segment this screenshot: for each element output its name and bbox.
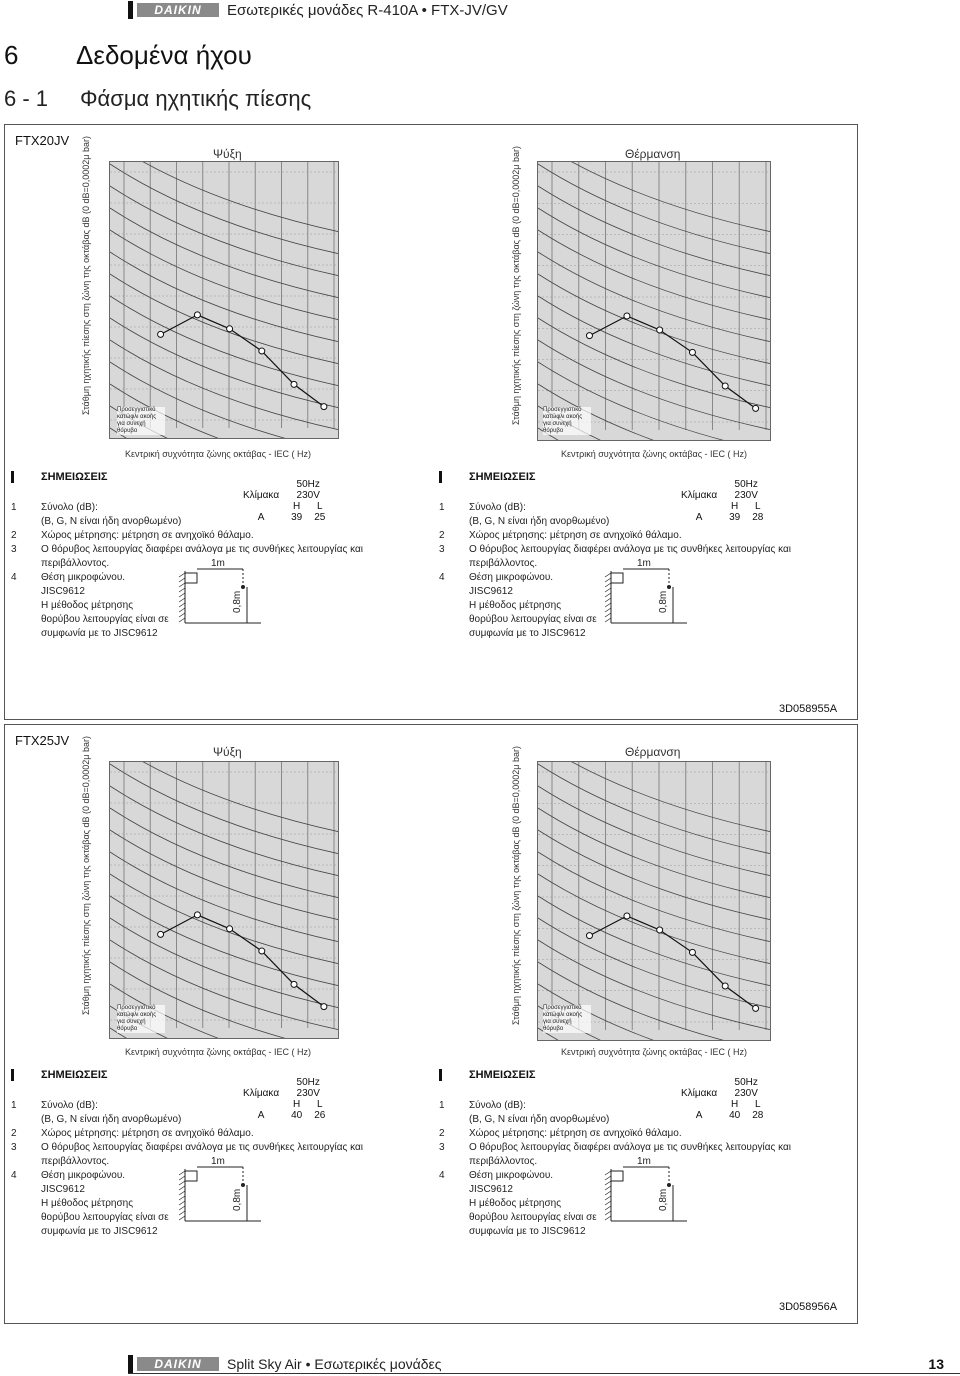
wall-hatch	[179, 1196, 185, 1200]
wall-hatch	[605, 1201, 611, 1205]
value-h: 39	[291, 512, 303, 523]
nc-curve	[538, 186, 771, 276]
measured-point	[753, 1005, 759, 1011]
measured-point	[227, 926, 233, 932]
measured-point	[291, 381, 297, 387]
wall-hatch	[179, 583, 185, 587]
dim-08m: 0,8m	[658, 590, 669, 613]
note-3b: περιβάλλοντος.	[41, 1156, 110, 1167]
page-number: 13	[928, 1356, 944, 1372]
wall-hatch	[605, 588, 611, 592]
wall-hatch	[179, 573, 185, 577]
wall-hatch	[179, 1181, 185, 1185]
wall-hatch	[605, 1181, 611, 1185]
nc-curve	[110, 296, 339, 386]
nc-curve	[538, 162, 771, 232]
drawing-code: 3D058956A	[779, 1301, 838, 1313]
wall-hatch	[605, 618, 611, 622]
scale-label: Κλίμακα	[681, 490, 718, 501]
measured-point	[657, 927, 663, 933]
wall-hatch	[179, 1176, 185, 1180]
model-name: FTX20JV	[15, 133, 70, 148]
note-2: Χώρος μέτρησης: μέτρηση σε ανηχοϊκό θάλαμο.	[41, 530, 254, 541]
freq-label: 50Hz	[734, 479, 758, 490]
page-footer	[128, 1354, 960, 1374]
col-l: L	[755, 501, 761, 512]
nc-curve	[538, 762, 771, 832]
wall-hatch	[605, 1191, 611, 1195]
notes-title: ΣΗΜΕΙΩΣΕΙΣ	[469, 471, 536, 483]
nc-curve	[538, 786, 771, 876]
hearing-threshold-note: Προσεγγιστικό κατώφλι ακοής για συνεχή θόρυβο	[543, 407, 591, 435]
nc-curve	[110, 252, 339, 342]
note-4c: Η μέθοδος μέτρησης	[41, 1198, 134, 1209]
volt-label: 230V	[734, 490, 758, 501]
heating-title: Θέρμανση	[625, 147, 681, 161]
note-3a: Ο θόρυβος λειτουργίας διαφέρει ανάλογα με τις συνθήκες λειτουργίας και	[469, 544, 792, 555]
note-1a: Σύνολο (dB):	[41, 1100, 98, 1111]
nc-curve	[110, 896, 339, 986]
value-l: 25	[314, 512, 326, 523]
value-h: 39	[729, 512, 741, 523]
note-4d: θορύβου λειτουργίας είναι σε	[469, 1212, 597, 1223]
wall-hatch	[605, 1186, 611, 1190]
nc-curve	[538, 274, 771, 364]
note-3a: Ο θόρυβος λειτουργίας διαφέρει ανάλογα με τις συνθήκες λειτουργίας και	[469, 1142, 792, 1153]
wall-hatch	[179, 618, 185, 622]
notes-bar	[11, 1069, 14, 1081]
col-h: H	[731, 1099, 739, 1110]
note-1b: (B, G, N είναι ήδη ανορθωμένο)	[41, 1114, 182, 1125]
model-name: FTX25JV	[15, 733, 70, 748]
nc-curve	[110, 830, 339, 920]
x-axis-label: Κεντρική συχνότητα ζώνης οκτάβας - IEC ( Hz)	[561, 1047, 748, 1057]
wall-hatch	[605, 608, 611, 612]
noise-scale-table	[237, 1077, 331, 1121]
note-1a: Σύνολο (dB):	[469, 502, 526, 513]
note-4b: JISC9612	[469, 586, 513, 597]
scale-label: Κλίμακα	[243, 1088, 280, 1099]
nc-curve	[110, 762, 339, 832]
notes-bar	[439, 1069, 442, 1081]
note-4e: συμφωνία με το JISC9612	[41, 1226, 158, 1237]
note-1b: (B, G, N είναι ήδη ανορθωμένο)	[41, 516, 182, 527]
wall-hatch	[605, 1216, 611, 1220]
dim-1m: 1m	[637, 558, 651, 569]
wall-hatch	[179, 1216, 185, 1220]
nc-curve	[110, 318, 339, 408]
footer-rule	[128, 1373, 960, 1374]
measured-curve	[589, 316, 755, 408]
measured-point	[158, 331, 164, 337]
nc-curve	[538, 208, 771, 298]
wall-hatch	[605, 583, 611, 587]
indoor-unit	[611, 573, 623, 583]
measured-curve	[161, 915, 324, 1007]
col-h: H	[731, 501, 739, 512]
wall-hatch	[605, 578, 611, 582]
nc-curve	[538, 874, 771, 964]
wall-hatch	[179, 578, 185, 582]
footer-bar	[128, 1355, 133, 1373]
note-3a: Ο θόρυβος λειτουργίας διαφέρει ανάλογα με τις συνθήκες λειτουργίας και	[41, 544, 364, 555]
col-l: L	[317, 501, 323, 512]
wall-hatch	[605, 613, 611, 617]
wall-hatch	[605, 573, 611, 577]
nc-curve	[538, 808, 771, 898]
heating-title: Θέρμανση	[625, 745, 681, 759]
nc-curve	[110, 918, 339, 1008]
x-axis-label: Κεντρική συχνότητα ζώνης οκτάβας - IEC ( Hz)	[561, 449, 748, 459]
nc-curve	[538, 830, 771, 920]
y-axis-label: Στάθμη ηχητικής πίεσης στη ζώνη της οκτάβας dB (0 dB=0,0002μ bar)	[511, 146, 521, 425]
notes-heating: ΣΗΜΕΙΩΣΕΙΣ 50Hz Κλίμακα 230V H L A 40 28 1 Σύνολο (dB): (B, G, N είναι ήδη ανορθωμένο) 2 Χώρος μέτρησης: μέτρηση σε ανηχοϊκό θάλαμο. 3 Ο θόρυβος λειτουργίας διαφέρει ανάλογα με τις συνθήκες λειτουργίας και περιβάλλοντος. 4 Θέση μικροφώνου. JISC9612 Η μέθοδος μέτρησης θορύβου λειτουργίας είναι σε συμφωνία με το JISC9612 1m 0,8m	[439, 1069, 792, 1237]
wall-hatch	[605, 1176, 611, 1180]
cooling-title: Ψύξη	[213, 745, 242, 759]
note-1a: Σύνολο (dB):	[41, 502, 98, 513]
wall-hatch	[179, 1206, 185, 1210]
dim-08m: 0,8m	[232, 590, 243, 613]
measured-curve	[161, 315, 324, 407]
cooling-title: Ψύξη	[213, 147, 242, 161]
note-4a: Θέση μικροφώνου.	[469, 1170, 554, 1181]
note-4c: Η μέθοδος μέτρησης	[469, 600, 562, 611]
y-axis-label: Στάθμη ηχητικής πίεσης στη ζώνη της οκτάβας dB (0 dB=0,0002μ bar)	[81, 736, 91, 1015]
measured-point	[227, 326, 233, 332]
value-h: 40	[291, 1110, 303, 1121]
note-4d: θορύβου λειτουργίας είναι σε	[41, 614, 169, 625]
nc-curve	[538, 764, 771, 854]
volt-label: 230V	[296, 1088, 320, 1099]
nc-curves	[538, 162, 771, 441]
value-l: 28	[752, 1110, 764, 1121]
indoor-unit	[185, 1171, 197, 1181]
row-a: A	[257, 1110, 265, 1121]
nc-curves	[110, 762, 339, 1039]
note-1b: (B, G, N είναι ήδη ανορθωμένο)	[469, 516, 610, 527]
nc-curve	[538, 230, 771, 320]
note-4b: JISC9612	[469, 1184, 513, 1195]
note-3a: Ο θόρυβος λειτουργίας διαφέρει ανάλογα με τις συνθήκες λειτουργίας και	[41, 1142, 364, 1153]
wall-hatch	[605, 1206, 611, 1210]
row-a: A	[695, 512, 703, 523]
section-number: 6	[4, 40, 19, 70]
note-1a: Σύνολο (dB):	[469, 1100, 526, 1111]
freq-label: 50Hz	[296, 479, 320, 490]
measured-point	[624, 313, 630, 319]
wall-hatch	[179, 613, 185, 617]
dim-1m: 1m	[211, 558, 225, 569]
header-bar	[128, 1, 133, 19]
measured-point	[259, 948, 265, 954]
subsection-heading	[4, 86, 311, 112]
microphone-position-diagram	[177, 557, 267, 627]
note-4d: θορύβου λειτουργίας είναι σε	[41, 1212, 169, 1223]
dim-1m: 1m	[211, 1156, 225, 1167]
scale-label: Κλίμακα	[243, 490, 280, 501]
note-4b: JISC9612	[41, 586, 85, 597]
spectrum-chart-heating	[537, 761, 771, 1041]
note-3b: περιβάλλοντος.	[469, 558, 538, 569]
measured-point	[194, 912, 200, 918]
nc-curve	[110, 164, 339, 254]
microphone-dot	[241, 1183, 245, 1187]
measured-point	[194, 312, 200, 318]
col-h: H	[293, 1099, 301, 1110]
footer-title: Split Sky Air • Εσωτερικές μονάδες	[227, 1356, 442, 1372]
note-4b: JISC9612	[41, 1184, 85, 1195]
spectrum-chart-cooling	[109, 161, 339, 439]
wall-hatch	[605, 593, 611, 597]
measured-point	[657, 327, 663, 333]
row-a: A	[695, 1110, 703, 1121]
col-l: L	[755, 1099, 761, 1110]
nc-curve	[538, 296, 771, 386]
microphone-dot	[667, 1183, 671, 1187]
nc-curve	[110, 852, 339, 942]
drawing-code: 3D058955A	[779, 703, 838, 715]
notes-title: ΣΗΜΕΙΩΣΕΙΣ	[469, 1069, 536, 1081]
x-axis-label: Κεντρική συχνότητα ζώνης οκτάβας - IEC ( Hz)	[125, 1047, 312, 1057]
measured-point	[586, 933, 592, 939]
measured-point	[158, 931, 164, 937]
note-4e: συμφωνία με το JISC9612	[469, 1226, 586, 1237]
wall-hatch	[179, 1171, 185, 1175]
microphone-dot	[241, 585, 245, 589]
notes-title: ΣΗΜΕΙΩΣΕΙΣ	[41, 1069, 108, 1081]
note-1b: (B, G, N είναι ήδη ανορθωμένο)	[469, 1114, 610, 1125]
indoor-unit	[185, 573, 197, 583]
measured-point	[259, 348, 265, 354]
nc-curve	[110, 162, 339, 232]
wall-hatch	[179, 1186, 185, 1190]
nc-curve	[110, 186, 339, 276]
noise-scale-table	[675, 1077, 769, 1121]
hearing-threshold-note: Προσεγγιστικό κατώφλι ακοής για συνεχή θόρυβο	[117, 407, 165, 435]
note-4c: Η μέθοδος μέτρησης	[41, 600, 134, 611]
microphone-position-diagram	[603, 557, 693, 627]
nc-curve	[538, 896, 771, 986]
note-2: Χώρος μέτρησης: μέτρηση σε ανηχοϊκό θάλαμο.	[469, 530, 682, 541]
volt-label: 230V	[734, 1088, 758, 1099]
freq-label: 50Hz	[734, 1077, 758, 1088]
section-heading	[4, 40, 252, 71]
nc-curve	[110, 274, 339, 364]
microphone-dot	[667, 585, 671, 589]
volt-label: 230V	[296, 490, 320, 501]
wall-hatch	[179, 593, 185, 597]
model-block-2	[4, 724, 858, 1324]
value-l: 26	[314, 1110, 326, 1121]
scale-label: Κλίμακα	[681, 1088, 718, 1099]
note-4c: Η μέθοδος μέτρησης	[469, 1198, 562, 1209]
wall-hatch	[179, 1191, 185, 1195]
measured-point	[753, 405, 759, 411]
nc-curve	[538, 164, 771, 254]
measured-curve	[589, 916, 755, 1008]
measured-point	[321, 1004, 327, 1010]
dim-08m: 0,8m	[232, 1188, 243, 1211]
indoor-unit	[611, 1171, 623, 1181]
notes-bar	[439, 471, 442, 483]
wall-hatch	[179, 598, 185, 602]
row-a: A	[257, 512, 265, 523]
measured-point	[624, 913, 630, 919]
page-header	[128, 0, 508, 20]
value-l: 28	[752, 512, 764, 523]
col-l: L	[317, 1099, 323, 1110]
subsection-title: Φάσμα ηχητικής πίεσης	[80, 86, 312, 111]
wall-hatch	[605, 1211, 611, 1215]
nc-curve	[110, 808, 339, 898]
note-4a: Θέση μικροφώνου.	[469, 572, 554, 583]
notes-cooling: ΣΗΜΕΙΩΣΕΙΣ 50Hz Κλίμακα 230V H L A 39 25 1 Σύνολο (dB): (B, G, N είναι ήδη ανορθωμένο) 2 Χώρος μέτρησης: μέτρηση σε ανηχοϊκό θάλαμο. 3 Ο θόρυβος λειτουργίας διαφέρει ανάλογα με τις συνθήκες λειτουργίας και περιβάλλοντος. 4 Θέση μικροφώνου. JISC9612 Η μέθοδος μέτρησης θορύβου λειτουργίας είναι σε συμφωνία με το JISC9612 1m 0,8m	[11, 471, 364, 639]
note-2: Χώρος μέτρησης: μέτρηση σε ανηχοϊκό θάλαμο.	[41, 1128, 254, 1139]
measured-point	[586, 333, 592, 339]
hearing-threshold-note: Προσεγγιστικό κατώφλι ακοής για συνεχή θόρυβο	[543, 1005, 591, 1033]
noise-scale-table	[675, 479, 769, 523]
notes-title: ΣΗΜΕΙΩΣΕΙΣ	[41, 471, 108, 483]
wall-hatch	[605, 598, 611, 602]
daikin-logo: DAIKIN	[137, 3, 219, 17]
notes-cooling: ΣΗΜΕΙΩΣΕΙΣ 50Hz Κλίμακα 230V H L A 40 26 1 Σύνολο (dB): (B, G, N είναι ήδη ανορθωμένο) 2 Χώρος μέτρησης: μέτρηση σε ανηχοϊκό θάλαμο. 3 Ο θόρυβος λειτουργίας διαφέρει ανάλογα με τις συνθήκες λειτουργίας και περιβάλλοντος. 4 Θέση μικροφώνου. JISC9612 Η μέθοδος μέτρησης θορύβου λειτουργίας είναι σε συμφωνία με το JISC9612 1m 0,8m	[11, 1069, 364, 1237]
measured-point	[291, 981, 297, 987]
wall-hatch	[179, 588, 185, 592]
nc-curves	[538, 762, 771, 1041]
note-4e: συμφωνία με το JISC9612	[41, 628, 158, 639]
dim-1m: 1m	[637, 1156, 651, 1167]
measured-point	[722, 983, 728, 989]
spectrum-chart-cooling	[109, 761, 339, 1039]
col-h: H	[293, 501, 301, 512]
wall-hatch	[605, 1171, 611, 1175]
spectrum-chart-heating	[537, 161, 771, 441]
note-2: Χώρος μέτρησης: μέτρηση σε ανηχοϊκό θάλαμο.	[469, 1128, 682, 1139]
subsection-number: 6 - 1	[4, 86, 49, 111]
note-4d: θορύβου λειτουργίας είναι σε	[469, 614, 597, 625]
freq-label: 50Hz	[296, 1077, 320, 1088]
wall-hatch	[179, 1211, 185, 1215]
measured-point	[689, 349, 695, 355]
model-block-1	[4, 124, 858, 720]
x-axis-label: Κεντρική συχνότητα ζώνης οκτάβας - IEC ( Hz)	[125, 449, 312, 459]
header-title: Εσωτερικές μονάδες R-410A • FTX-JV/GV	[227, 1, 508, 19]
measured-point	[689, 949, 695, 955]
wall-hatch	[179, 1201, 185, 1205]
hearing-threshold-note: Προσεγγιστικό κατώφλι ακοής για συνεχή θόρυβο	[117, 1005, 165, 1033]
nc-curve	[110, 230, 339, 320]
note-4e: συμφωνία με το JISC9612	[469, 628, 586, 639]
value-h: 40	[729, 1110, 741, 1121]
wall-hatch	[605, 603, 611, 607]
measured-point	[722, 383, 728, 389]
daikin-logo: DAIKIN	[137, 1357, 219, 1371]
nc-curve	[110, 786, 339, 876]
note-3b: περιβάλλοντος.	[469, 1156, 538, 1167]
note-4a: Θέση μικροφώνου.	[41, 1170, 126, 1181]
dim-08m: 0,8m	[658, 1188, 669, 1211]
note-3b: περιβάλλοντος.	[41, 558, 110, 569]
nc-curve	[110, 764, 339, 854]
measured-point	[321, 404, 327, 410]
wall-hatch	[179, 608, 185, 612]
microphone-position-diagram	[603, 1155, 693, 1225]
wall-hatch	[605, 1196, 611, 1200]
wall-hatch	[179, 603, 185, 607]
section-title: Δεδομένα ήχου	[76, 40, 252, 70]
nc-curve	[110, 874, 339, 964]
microphone-position-diagram	[177, 1155, 267, 1225]
notes-bar	[11, 471, 14, 483]
notes-heating: ΣΗΜΕΙΩΣΕΙΣ 50Hz Κλίμακα 230V H L A 39 28 1 Σύνολο (dB): (B, G, N είναι ήδη ανορθωμένο) 2 Χώρος μέτρησης: μέτρηση σε ανηχοϊκό θάλαμο. 3 Ο θόρυβος λειτουργίας διαφέρει ανάλογα με τις συνθήκες λειτουργίας και περιβάλλοντος. 4 Θέση μικροφώνου. JISC9612 Η μέθοδος μέτρησης θορύβου λειτουργίας είναι σε συμφωνία με το JISC9612 1m 0,8m	[439, 471, 792, 639]
y-axis-label: Στάθμη ηχητικής πίεσης στη ζώνη της οκτάβας dB (0 dB=0,0002μ bar)	[511, 746, 521, 1025]
nc-curves	[110, 162, 339, 439]
y-axis-label: Στάθμη ηχητικής πίεσης στη ζώνη της οκτάβας dB (0 dB=0,0002μ bar)	[81, 136, 91, 415]
note-4a: Θέση μικροφώνου.	[41, 572, 126, 583]
nc-curve	[110, 208, 339, 298]
noise-scale-table	[237, 479, 331, 523]
